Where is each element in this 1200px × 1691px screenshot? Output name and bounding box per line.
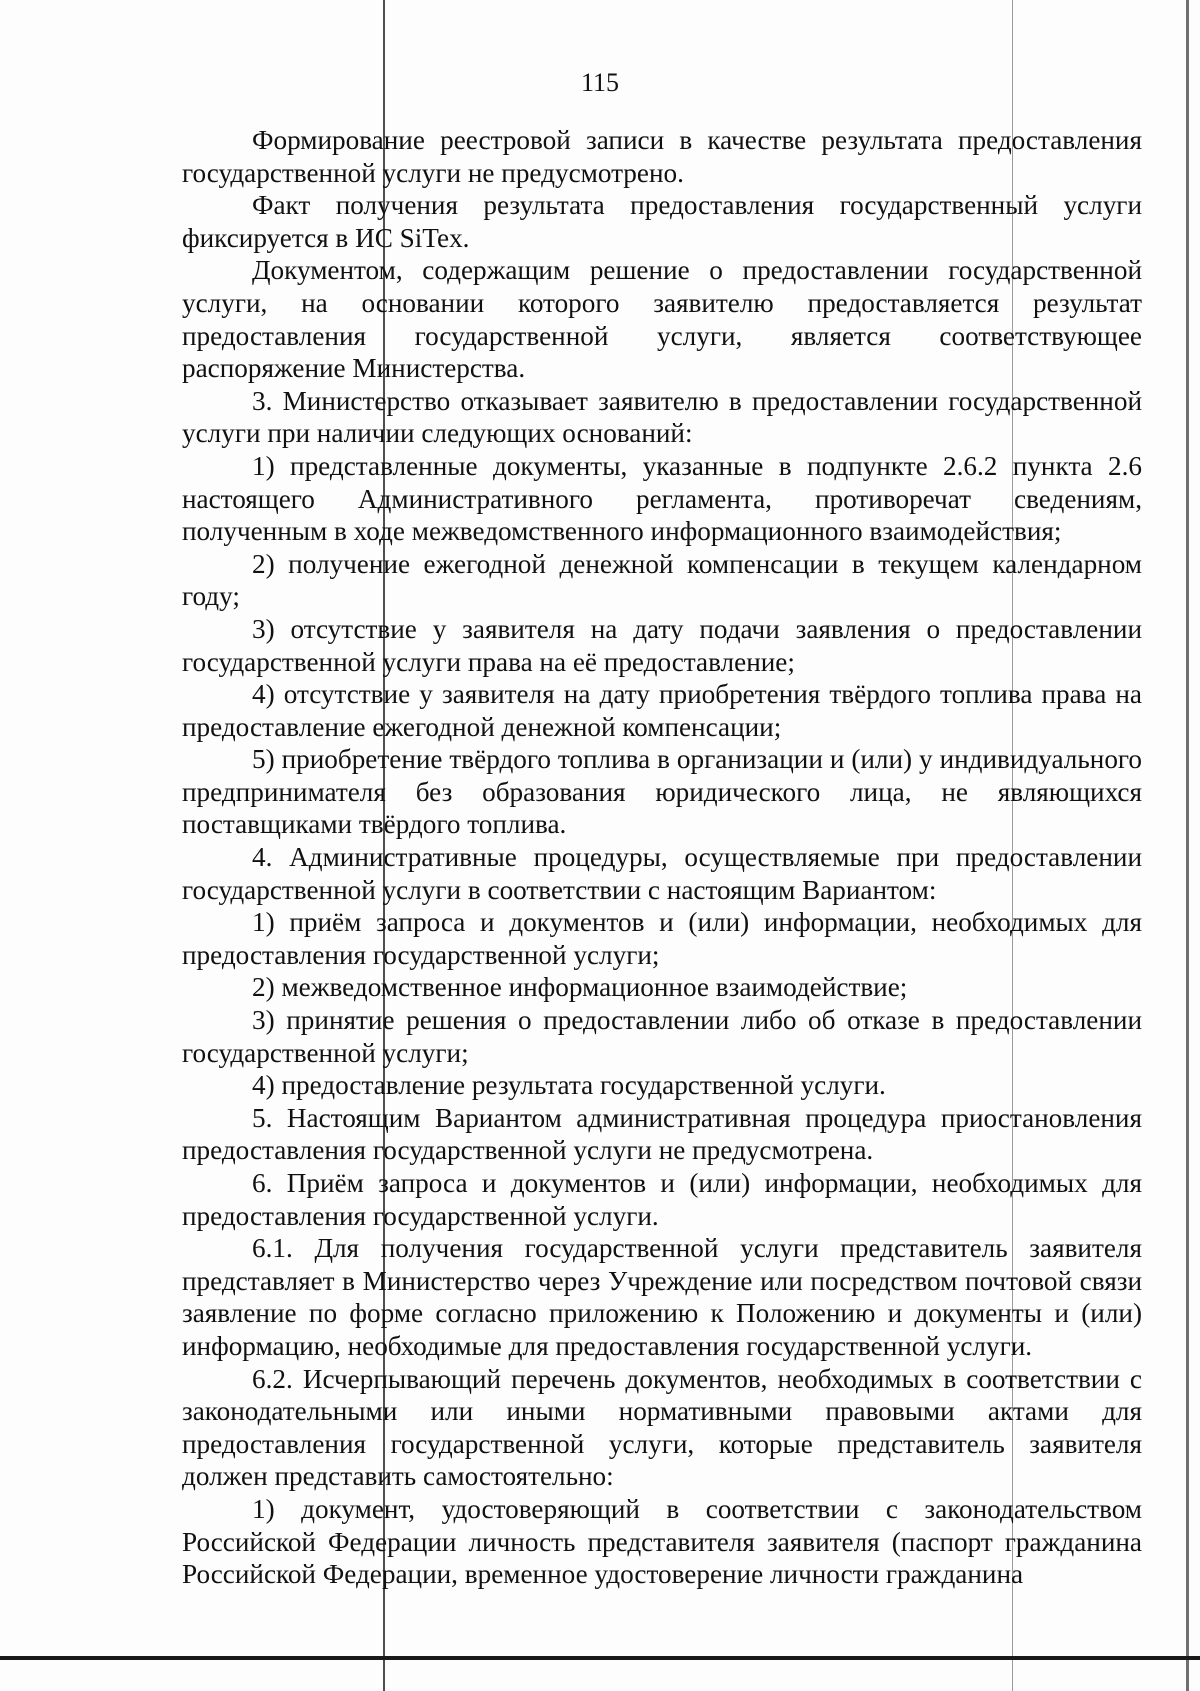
paragraph: 6.2. Исчерпывающий перечень документов, необходимых в соответствии с законодательными или иными нормативными правовыми актами для предоставления государственной услуги, которые представитель заявителя должен представить самостоятельно:	[182, 1363, 1142, 1492]
paragraph: Формирование реестровой записи в качестве результата предоставления государственной услуги не предусмотрено.	[182, 125, 1142, 188]
list-item: 2) межведомственное информационное взаимодействие;	[252, 972, 908, 1003]
paragraph: 4. Административные процедуры, осуществляемые при предоставлении государственной услуги в соответствии с настоящим Вариантом:	[182, 842, 1142, 905]
paragraph: Документом, содержащим решение о предоставлении государственной услуги, на основании которого заявителю предоставляется результат предоставления государственной услуги, является соответствующее распоряжение Министерства.	[182, 255, 1142, 384]
list-item: 5) приобретение твёрдого топлива в организации и (или) у индивидуального предпринимателя без образования юридического лица, не являющихся поставщиками твёрдого топлива.	[182, 744, 1142, 840]
paragraph: 6.1. Для получения государственной услуги представитель заявителя представляет в Министерство через Учреждение или посредством почтовой связи заявление по форме согласно приложению к Положению и документы и (или) информацию, необходимые для предоставления государственной услуги.	[182, 1233, 1142, 1361]
page-number: 115	[580, 68, 620, 97]
list-item: 1) представленные документы, указанные в подпункте 2.6.2 пункта 2.6 настоящего Административного регламента, противоречат сведениям, полученным в ходе межведомственного информационного взаимодействия;	[182, 450, 1142, 547]
list-item: 2) получение ежегодной денежной компенсации в текущем календарном году;	[182, 548, 1142, 612]
list-item: 1) документ, удостоверяющий в соответствии с законодательством Российской Федерации личность представителя заявителя (паспорт гражданина Российской Федерации, временное удостоверение личности гражданина	[182, 1493, 1142, 1590]
list-item: 4) отсутствие у заявителя на дату приобретения твёрдого топлива права на предоставление ежегодной денежной компенсации;	[182, 679, 1142, 742]
paragraph: 6. Приём запроса и документов и (или) информации, необходимых для предоставления государственной услуги.	[182, 1168, 1142, 1231]
list-item: 3) отсутствие у заявителя на дату подачи заявления о предоставлении государственной услуги права на её предоставление;	[182, 613, 1142, 677]
document-body	[182, 124, 1142, 1591]
scan-edge-line	[0, 1656, 1200, 1660]
list-item: 3) принятие решения о предоставлении либо об отказе в предоставлении государственной услуги;	[182, 1005, 1142, 1068]
scan-edge-line	[1186, 0, 1189, 1691]
paragraph: 3. Министерство отказывает заявителю в предоставлении государственной услуги при наличии следующих оснований:	[182, 385, 1142, 449]
paragraph: 5. Настоящим Вариантом административная процедура приостановления предоставления государственной услуги не предусмотрена.	[182, 1102, 1142, 1166]
list-item: 4) предоставление результата государственной услуги.	[252, 1070, 886, 1101]
list-item: 1) приём запроса и документов и (или) информации, необходимых для предоставления государственной услуги;	[182, 907, 1142, 970]
paragraph: Факт получения результата предоставления государственный услуги фиксируется в ИС SiTex.	[182, 190, 1142, 253]
